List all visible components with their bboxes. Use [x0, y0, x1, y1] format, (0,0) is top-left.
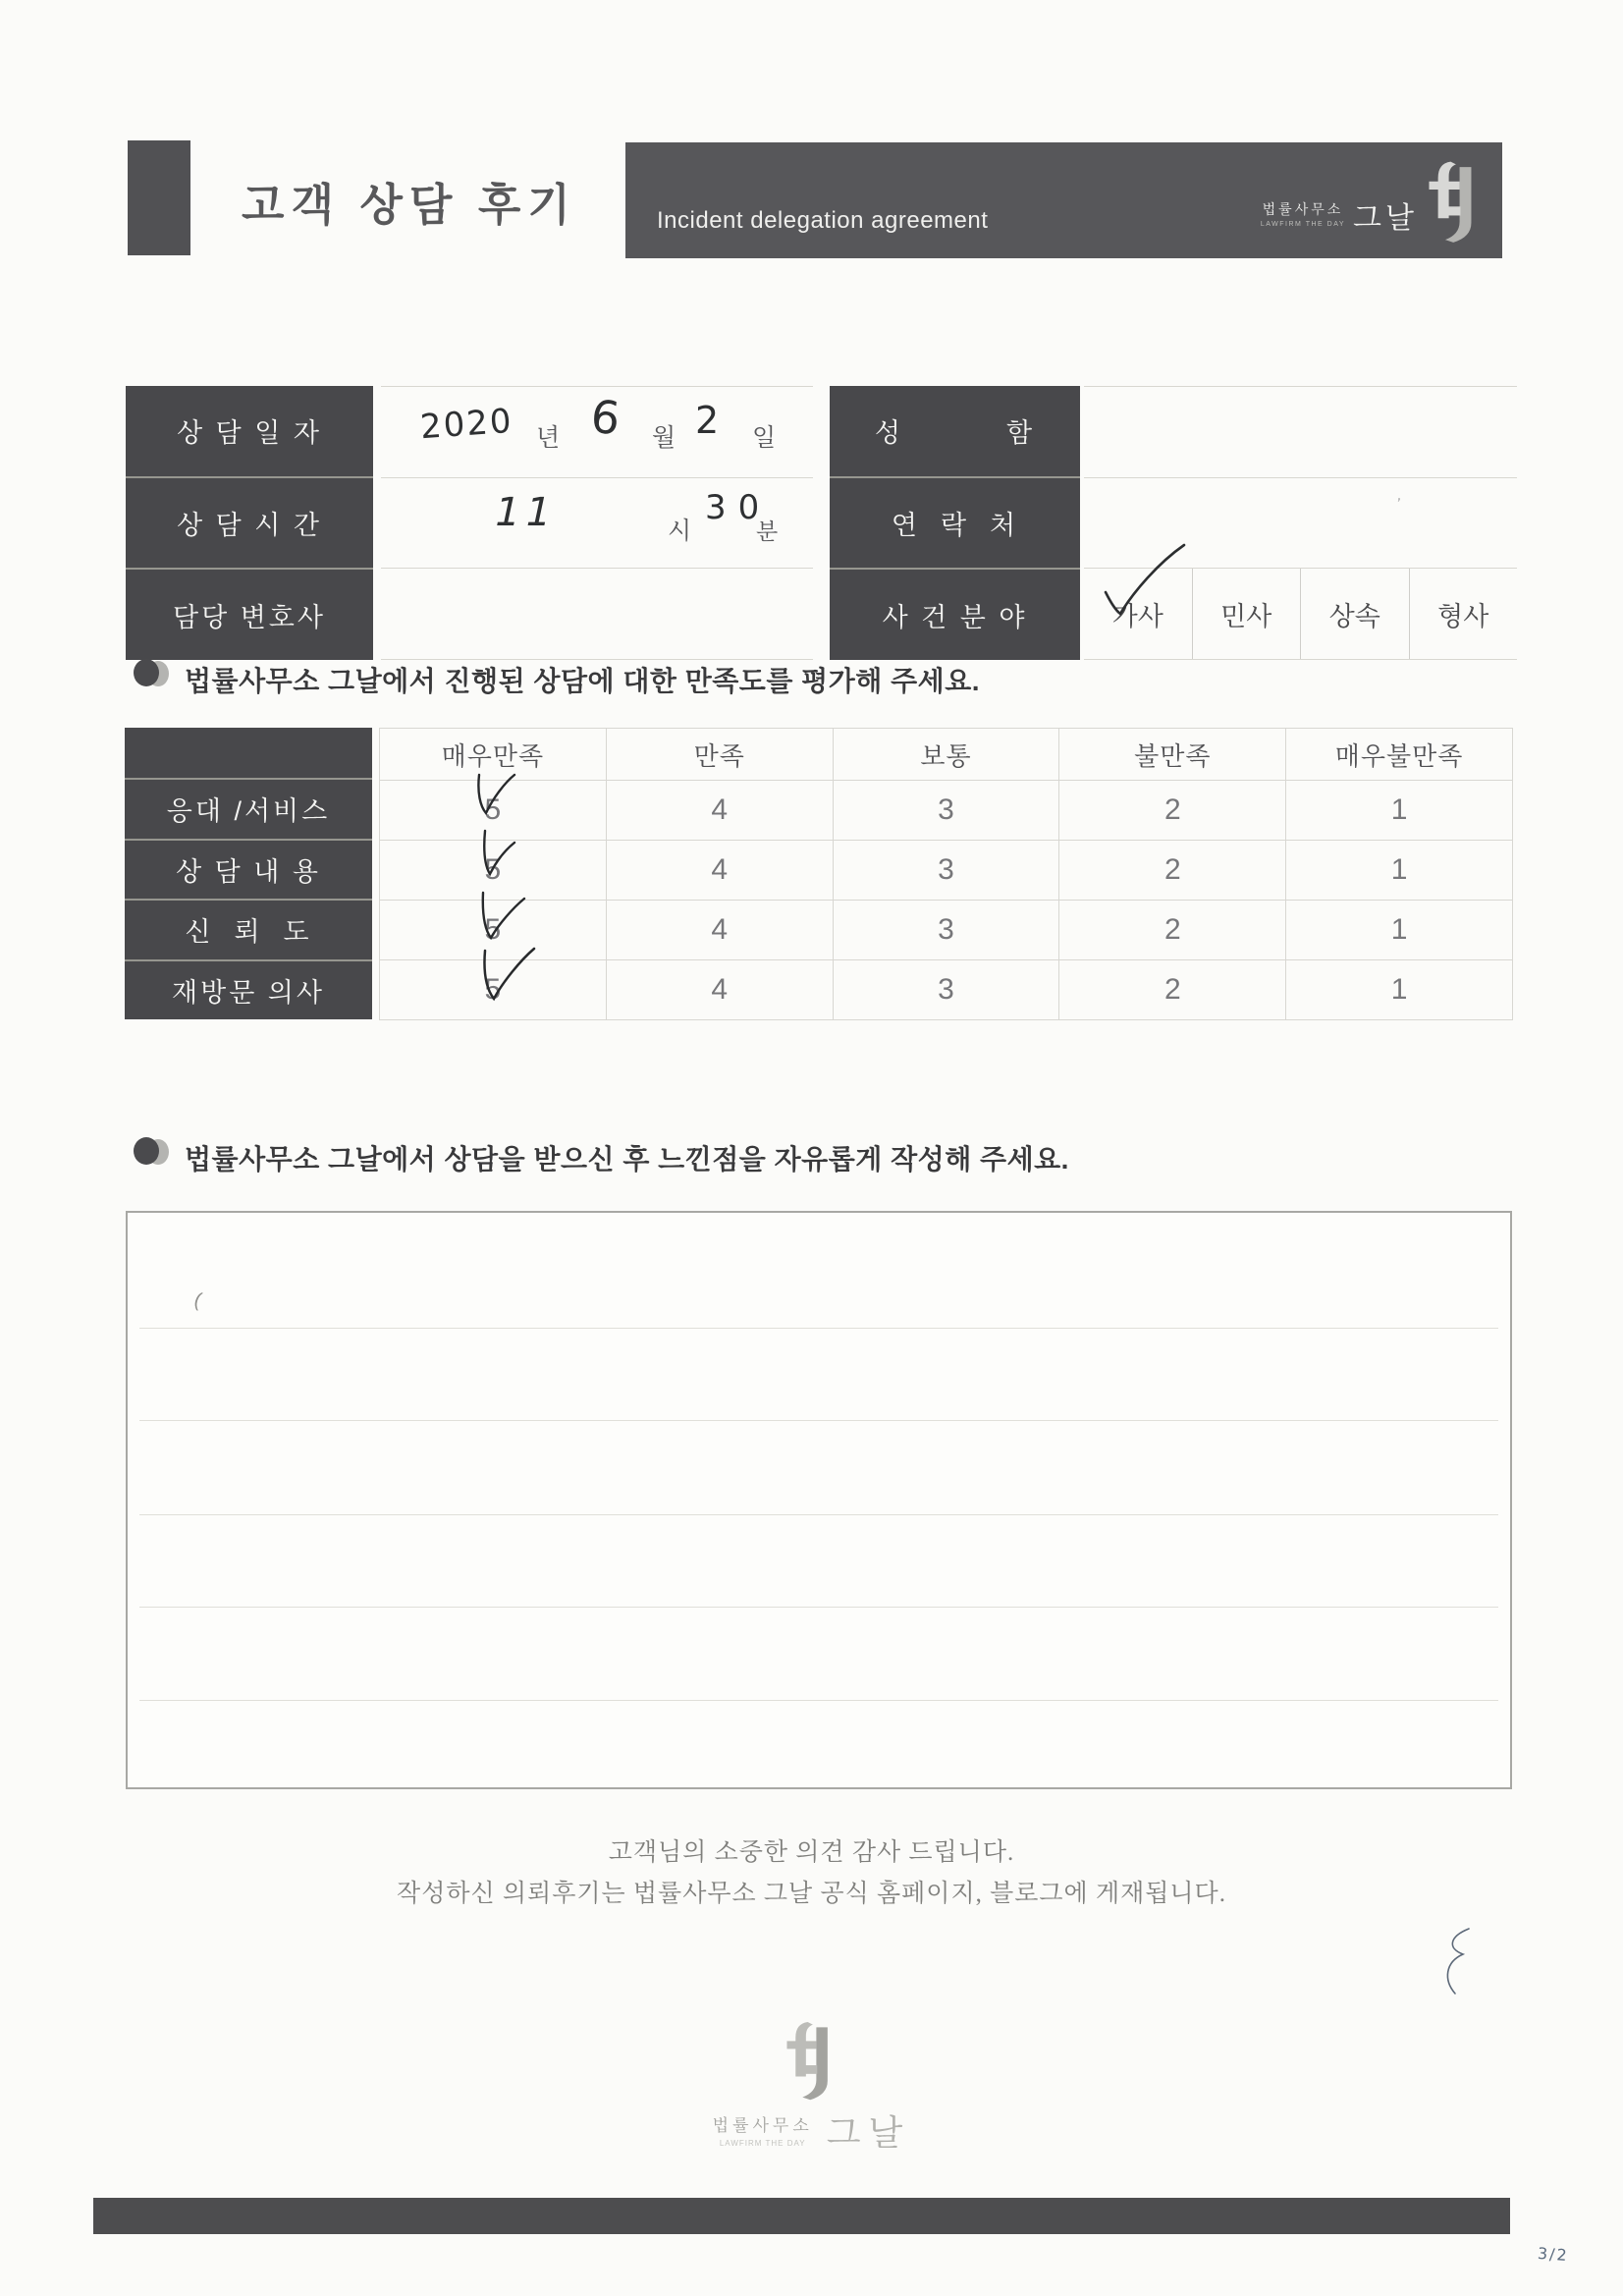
footer-brand-logo — [0, 2015, 1623, 2156]
rating-cell — [1286, 901, 1513, 960]
feedback-text-area — [126, 1211, 1512, 1789]
label-consult-time: 상 담 시 간 — [126, 478, 373, 569]
rating-cell — [834, 960, 1060, 1020]
case-field-options — [1084, 568, 1517, 660]
rating-value: 2 — [1163, 973, 1181, 1006]
footer-name-text: 그날 — [826, 2112, 911, 2153]
footer-firm-text: 법률사무소 — [712, 2116, 813, 2135]
label-name: 성 함 — [830, 386, 1080, 476]
footer-sub-text: LAWFIRM THE DAY — [719, 2139, 806, 2148]
survey-row-label-trust: 신 뢰 도 — [125, 901, 372, 959]
bottom-accent-bar — [93, 2198, 1510, 2234]
ruled-line — [139, 1700, 1498, 1701]
rating-value: 2 — [1163, 853, 1181, 886]
handwritten-minute: 30 — [705, 487, 772, 527]
rating-value: 4 — [711, 973, 729, 1006]
month-suffix: 월 — [652, 424, 676, 452]
stray-pen-mark: ʼ — [1393, 495, 1402, 513]
footer-firm-block — [713, 2111, 813, 2148]
page-title: 고객 상담 후기 — [242, 180, 577, 230]
ruled-line — [139, 1607, 1498, 1608]
case-option-gasa — [1084, 569, 1192, 659]
survey-col-header: 매우만족 — [380, 729, 607, 781]
rating-cell-checked — [380, 901, 607, 960]
case-option-minsa — [1192, 569, 1301, 659]
stray-squiggle-mark — [1437, 1925, 1477, 1999]
survey-col-header: 매우불만족 — [1286, 729, 1513, 781]
rating-cell — [1059, 960, 1286, 1020]
lawyer-field — [381, 568, 813, 660]
survey-col-header: 보통 — [834, 729, 1060, 781]
survey-row-label-content: 상 담 내 용 — [125, 841, 372, 900]
ruled-line — [139, 1514, 1498, 1515]
rating-cell — [1059, 901, 1286, 960]
rating-cell-checked — [380, 960, 607, 1020]
rating-cell — [607, 841, 834, 901]
name-field — [1084, 386, 1517, 477]
handwritten-day: 2 — [695, 399, 720, 442]
rating-value: 4 — [711, 913, 729, 946]
feedback-section-heading: 법률사무소 그날에서 상담을 받으신 후 느낀점을 자유롭게 작성해 주세요. — [185, 1144, 1069, 1175]
contact-field — [1084, 477, 1517, 569]
case-option-hyeongsa — [1409, 569, 1518, 659]
rating-cell — [607, 960, 834, 1020]
rating-cell — [1286, 960, 1513, 1020]
case-option-sangsok — [1300, 569, 1409, 659]
survey-corner-cell — [125, 728, 372, 778]
brand-firm-text: 법률사무소 — [1262, 201, 1344, 217]
rating-cell — [1286, 781, 1513, 841]
info-left-label-column — [126, 386, 373, 660]
lawfirm-monogram-icon — [1424, 154, 1487, 245]
label-case-field: 사 건 분 야 — [830, 570, 1080, 660]
consult-date-field — [381, 386, 813, 477]
rating-cell — [1059, 841, 1286, 901]
rating-value: 3 — [938, 913, 954, 946]
rating-value: 2 — [1163, 913, 1181, 946]
lawfirm-monogram-icon — [782, 2015, 842, 2102]
day-suffix: 일 — [752, 424, 777, 452]
survey-row-label-service: 응대 /서비스 — [125, 780, 372, 839]
brand-name-text: 그날 — [1353, 202, 1418, 235]
section-bullet-icon — [134, 659, 163, 688]
rating-value: 4 — [711, 853, 729, 886]
rating-value: 1 — [1390, 853, 1408, 886]
rating-cell — [834, 841, 1060, 901]
brand-sub-text: LAWFIRM THE DAY — [1260, 221, 1346, 228]
rating-value: 5 — [484, 793, 502, 826]
title-accent-block — [128, 140, 190, 255]
thanks-line-1: 고객님의 소중한 의견 감사 드립니다. — [608, 1839, 1015, 1866]
rating-cell-checked — [380, 781, 607, 841]
ruled-line — [139, 1328, 1498, 1329]
handwritten-hour: 11 — [490, 489, 562, 535]
banner-subtitle: Incident delegation agreement — [657, 207, 989, 234]
info-right-content-column — [1084, 386, 1517, 660]
rating-cell — [1059, 781, 1286, 841]
rating-cell — [607, 781, 834, 841]
label-lawyer: 담당 변호사 — [126, 570, 373, 660]
survey-rating-grid — [379, 728, 1513, 1020]
case-option-label: 가사 — [1111, 601, 1163, 631]
consult-time-field — [381, 477, 813, 569]
case-option-label: 상속 — [1328, 601, 1380, 631]
info-right-label-column — [830, 386, 1080, 660]
rating-value: 5 — [484, 913, 502, 946]
case-option-label: 민사 — [1220, 601, 1272, 631]
handwritten-month: 6 — [588, 389, 623, 446]
rating-value: 3 — [938, 793, 954, 826]
ruled-line — [139, 1420, 1498, 1421]
rating-value: 1 — [1390, 973, 1408, 1006]
rating-cell — [834, 781, 1060, 841]
case-option-label: 형사 — [1437, 601, 1489, 631]
thanks-line-2: 작성하신 의뢰후기는 법률사무소 그날 공식 홈페이지, 블로그에 게재됩니다. — [397, 1881, 1226, 1907]
rating-cell — [834, 901, 1060, 960]
year-suffix: 년 — [536, 424, 561, 452]
section-bullet-icon — [134, 1137, 163, 1167]
survey-row-label-revisit: 재방문 의사 — [125, 961, 372, 1020]
info-left-content-column — [381, 386, 813, 660]
minute-suffix: 분 — [756, 518, 779, 544]
rating-value: 1 — [1390, 793, 1408, 826]
rating-value: 5 — [484, 853, 502, 886]
rating-value: 2 — [1163, 793, 1181, 826]
survey-section-heading: 법률사무소 그날에서 진행된 상담에 대한 만족도를 평가해 주세요. — [185, 666, 981, 696]
rating-value: 5 — [484, 973, 502, 1006]
handwritten-year: 2020 — [418, 401, 514, 448]
rating-cell-checked — [380, 841, 607, 901]
rating-value: 3 — [938, 973, 954, 1006]
label-contact: 연 락 처 — [830, 478, 1080, 569]
rating-cell — [607, 901, 834, 960]
footer-brand-text — [713, 2111, 911, 2156]
label-consult-date: 상 담 일 자 — [126, 386, 373, 476]
rating-cell — [1286, 841, 1513, 901]
handwritten-page-marker: 3/2 — [1537, 2243, 1570, 2266]
header-banner — [625, 142, 1502, 258]
brand-firm-block — [1261, 199, 1345, 228]
survey-label-column — [125, 728, 372, 1019]
rating-value: 3 — [938, 853, 954, 886]
survey-col-header: 만족 — [607, 729, 834, 781]
rating-value: 1 — [1390, 913, 1408, 946]
survey-col-header: 불만족 — [1059, 729, 1286, 781]
hour-suffix: 시 — [668, 517, 692, 545]
rating-value: 4 — [711, 793, 729, 826]
banner-brand-logo — [1261, 154, 1487, 245]
stray-pen-mark: ( — [191, 1288, 204, 1312]
